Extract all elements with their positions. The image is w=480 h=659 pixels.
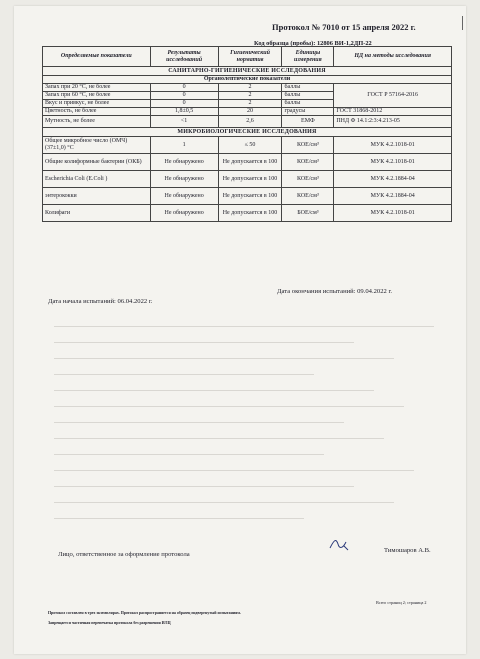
table-row: Запах при 60 °С, не более 0 2 баллы: [43, 92, 452, 100]
subsection-organoleptic: Органолептические показатели: [43, 76, 452, 84]
test-end-date: Дата окончания испытаний: 09.04.2022 г.: [277, 288, 393, 295]
page-count: Всего страниц 2; страница 2: [376, 600, 427, 605]
table-row: Общие колиформные бактерии (ОКБ) Не обнаружено Не допускается в 100 КОЕ/см³ МУК 4.2.1018-01: [43, 154, 452, 171]
table-row: Вкус и привкус, не более 0 2 баллы: [43, 100, 452, 108]
table-row: Общее микробное число (ОМЧ) (37±1,0) °С 1 ≤ 50 КОЕ/см³ МУК 4.2.1018-01: [43, 137, 452, 154]
footer-note-reprint: Запрещается частичная перепечатка протокола без разрешения ИЛЦ: [48, 621, 171, 625]
page-edge-mark: [462, 16, 463, 30]
method-gost-57164: ГОСТ Р 57164-2016: [334, 84, 452, 108]
header-method: НД на методы исследования: [334, 47, 452, 67]
sample-code: Код образца (пробы): 12806 ВИ-1,2ДП-22: [254, 40, 372, 47]
protocol-title: Протокол № 7010 от 15 апреля 2022 г.: [272, 22, 416, 32]
section-sanitary: САНИТАРНО-ГИГИЕНИЧЕСКИЕ ИССЛЕДОВАНИЯ: [43, 67, 452, 76]
document-page: [14, 6, 466, 654]
header-results: Результаты исследований: [150, 47, 218, 67]
test-start-date: Дата начала испытаний: 06.04.2022 г.: [48, 298, 153, 305]
table-row: Запах при 20 °С, не более 0 2 баллы ГОСТ Р 57164-2016: [43, 84, 452, 92]
footer-note-copies: Протокол составлен в трех экземплярах. Протокол распространяется на образец подвергнутый испытаниям.: [48, 611, 241, 615]
header-indicator: Определяемые показатели: [43, 47, 151, 67]
results-table: [42, 46, 452, 222]
signature-mark: [326, 534, 356, 554]
responsible-name: Тимошаров А.В.: [384, 547, 431, 554]
table-row: Escherichia Coli (E.Coli ) Не обнаружено Не допускается в 100 КОЕ/см³ МУК 4.2.1884-04: [43, 171, 452, 188]
header-norm: Гигиенический норматив: [218, 47, 282, 67]
table-header-row: [43, 47, 452, 67]
table-row: Колифаги Не обнаружено Не допускается в 100 БОЕ/см³ МУК 4.2.1018-01: [43, 205, 452, 222]
method-pnd: ПНД Ф 14.1:2:3:4.213-05: [334, 116, 452, 128]
table-row: Цветность, не более 1,8±0,5 20 градусы ГОСТ 31868-2012: [43, 108, 452, 116]
responsible-label: Лицо, ответственное за оформление протокола: [58, 551, 190, 558]
table-row: энтерококки Не обнаружено Не допускается в 100 КОЕ/см³ МУК 4.2.1884-04: [43, 188, 452, 205]
header-units: Единицы измерения: [282, 47, 334, 67]
section-micro: МИКРОБИОЛОГИЧЕСКИЕ ИССЛЕДОВАНИЯ: [43, 128, 452, 137]
method-gost-31868: ГОСТ 31868-2012: [334, 108, 452, 116]
table-row: Мутность, не более <1 2,6 ЕМФ ПНД Ф 14.1:2:3:4.213-05: [43, 116, 452, 128]
